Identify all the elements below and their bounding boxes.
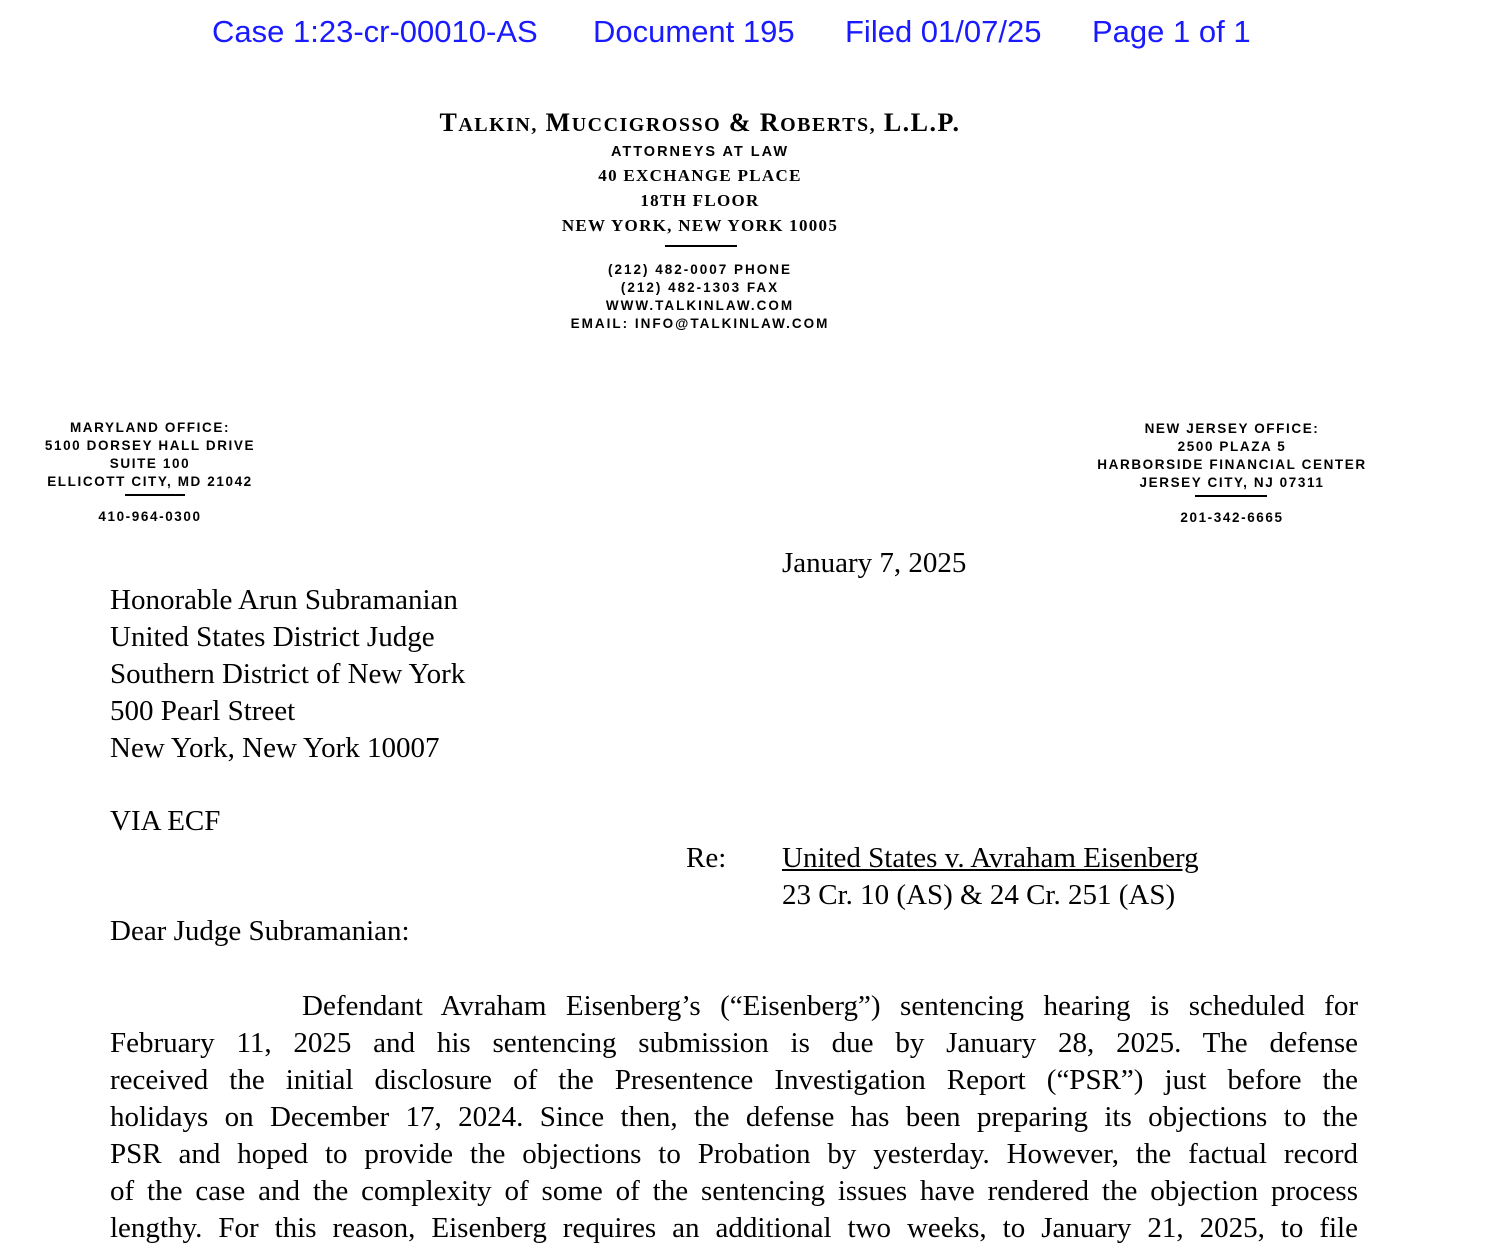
filed-date: Filed 01/07/25 [845, 14, 1042, 49]
new-jersey-office-line-3: JERSEY CITY, NJ 07311 [1139, 475, 1325, 490]
firm-name: TALKIN, MUCCIGROSSO & ROBERTS, L.L.P. [439, 108, 961, 137]
body-paragraph [110, 988, 1358, 1247]
body-line: Defendant Avraham Eisenberg’s (“Eisenberg”) sentencing hearing is scheduled for [302, 990, 1358, 1022]
firm-address-line-2: 18TH FLOOR [640, 191, 760, 210]
body-line: February 11, 2025 and his sentencing submission is due by January 28, 2025. The defense [110, 1027, 1358, 1059]
firm-address-line-1: 40 EXCHANGE PLACE [598, 166, 802, 185]
body-line: lengthy. For this reason, Eisenberg requires an additional two weeks, to January 21, 2025, to file [110, 1212, 1358, 1244]
new-jersey-office-divider [1195, 495, 1267, 497]
firm-fax: (212) 482-1303 FAX [620, 280, 780, 295]
re-label: Re: [686, 842, 727, 874]
new-jersey-office-line-2: HARBORSIDE FINANCIAL CENTER [1097, 457, 1367, 472]
letterhead-divider [665, 245, 737, 247]
body-line: PSR and hoped to provide the objections to Probation by yesterday. However, the factual record [110, 1138, 1358, 1170]
addressee-line: United States District Judge [110, 621, 435, 653]
maryland-office-line-3: ELLICOTT CITY, MD 21042 [47, 474, 253, 489]
salutation: Dear Judge Subramanian: [110, 915, 410, 947]
firm-tagline: ATTORNEYS AT LAW [610, 144, 790, 160]
re-case-caption: United States v. Avraham Eisenberg [782, 842, 1199, 874]
letter-date: January 7, 2025 [782, 547, 967, 579]
firm-email: EMAIL: INFO@TALKINLAW.COM [570, 316, 830, 331]
firm-address-line-3: NEW YORK, NEW YORK 10005 [561, 216, 839, 235]
addressee-line: Honorable Arun Subramanian [110, 584, 458, 616]
addressee-line: Southern District of New York [110, 658, 466, 690]
addressee-line: New York, New York 10007 [110, 732, 440, 764]
maryland-office [30, 419, 270, 491]
case-number: Case 1:23-cr-00010-AS [212, 14, 538, 49]
new-jersey-office [1082, 420, 1382, 492]
body-line: of the case and the complexity of some of the sentencing issues have rendered the objection process [110, 1175, 1358, 1207]
addressee-block [110, 582, 465, 767]
firm-website: WWW.TALKINLAW.COM [605, 298, 795, 313]
document-number: Document 195 [593, 14, 795, 49]
maryland-office-phone: 410-964-0300 [98, 509, 202, 524]
maryland-office-line-2: SUITE 100 [109, 456, 191, 471]
maryland-office-divider [125, 494, 185, 496]
new-jersey-office-line-1: 2500 PLAZA 5 [1177, 439, 1287, 454]
body-line: holidays on December 17, 2024. Since then, the defense has been preparing its objections to the [110, 1101, 1358, 1133]
delivery-method: VIA ECF [110, 805, 221, 837]
body-line: received the initial disclosure of the Presentence Investigation Report (“PSR”) just before the [110, 1064, 1358, 1096]
maryland-office-title: MARYLAND OFFICE: [69, 420, 231, 435]
addressee-line: 500 Pearl Street [110, 695, 296, 727]
page-count: Page 1 of 1 [1092, 14, 1251, 49]
re-case-numbers: 23 Cr. 10 (AS) & 24 Cr. 251 (AS) [782, 879, 1176, 911]
firm-phone: (212) 482-0007 PHONE [607, 262, 793, 277]
new-jersey-office-phone: 201-342-6665 [1180, 510, 1284, 525]
new-jersey-office-title: NEW JERSEY OFFICE: [1144, 421, 1320, 436]
maryland-office-line-1: 5100 DORSEY HALL DRIVE [44, 438, 256, 453]
